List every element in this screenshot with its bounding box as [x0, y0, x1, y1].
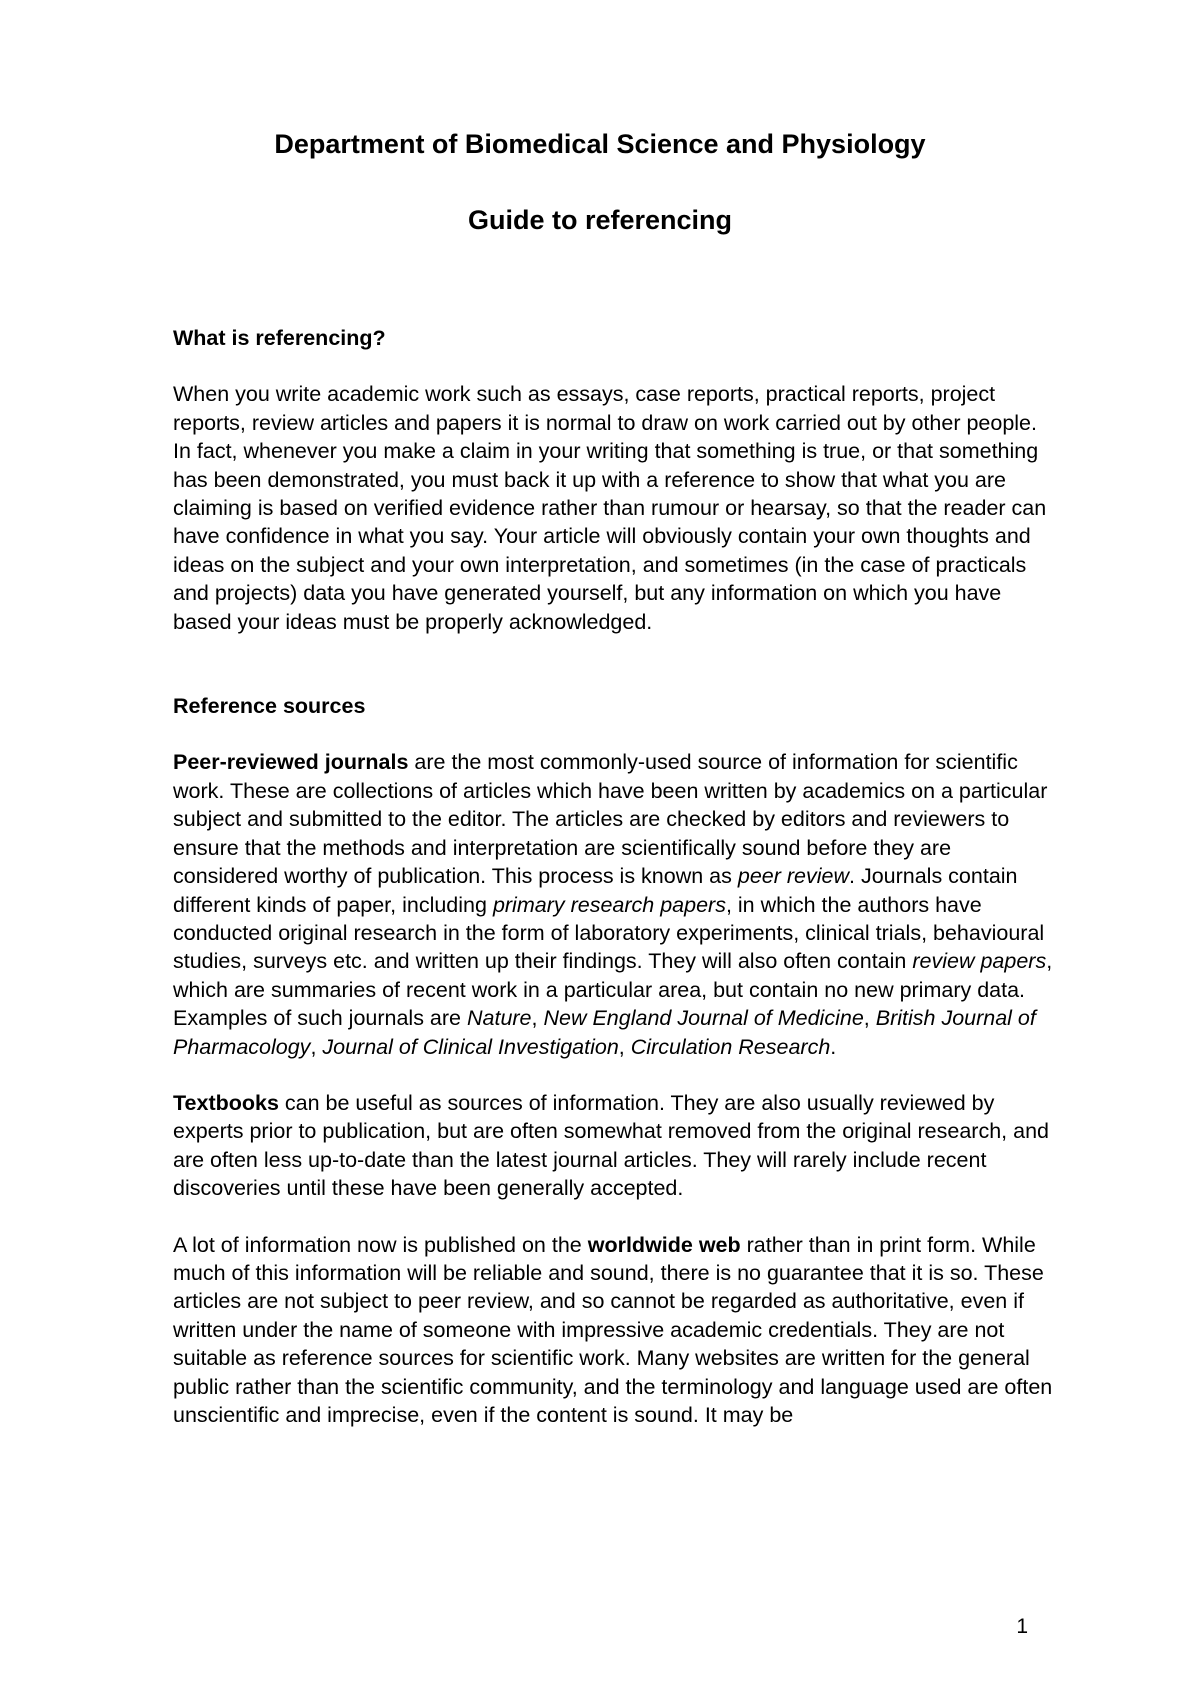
journal-bjp: British Journal of Pharmacology: [173, 1006, 1036, 1059]
section-heading-what-is-referencing: What is referencing?: [173, 326, 386, 350]
term-primary-research-papers: primary research papers: [492, 892, 726, 917]
paragraph-textbooks: Textbooks can be useful as sources of information. They are also usually reviewed by experts prior to publication, but are often somewhat removed from the original research, and are often less up-to-date than the latest journal articles. They will rarely include recent discoveries until these have been generally accepted.: [173, 1090, 1049, 1201]
document-body: [173, 324, 1053, 1429]
paragraph-what-is-referencing: When you write academic work such as essays, case reports, practical reports, project reports, review articles and papers it is normal to draw on work carried out by other people. In fact, whenever you make a claim in your writing that something is true, or that something has been demonstrated, you must back it up with a reference to show that what you are claiming is based on verified evidence rather than rumour or hearsay, so that the reader can have confidence in what you say. Your article will obviously contain your own thoughts and ideas on the subject and your own interpretation, and sometimes (in the case of practicals and projects) data you have generated yourself, but any information on which you have based your ideas must be properly acknowledged.: [173, 382, 1047, 634]
term-peer-reviewed-journals: Peer-reviewed journals: [173, 750, 409, 775]
section-heading-reference-sources: Reference sources: [173, 694, 366, 719]
journal-nature: Nature: [466, 1006, 532, 1031]
journal-circulation-research: Circulation Research: [630, 1034, 831, 1059]
term-textbooks: Textbooks: [173, 1090, 279, 1115]
journal-jci: Journal of Clinical Investigation: [322, 1034, 619, 1059]
term-review-papers: review papers: [912, 949, 1047, 974]
term-peer-review: peer review: [737, 864, 849, 889]
document-subtitle: Guide to referencing: [467, 205, 733, 235]
journal-nejm: New England Journal of Medicine: [543, 1006, 864, 1031]
paragraph-worldwide-web: A lot of information now is published on the worldwide web rather than in print form. While much of this information will be reliable and sound, there is no guarantee that it is so. These articles are not subject to peer review, and so cannot be regarded as authoritative, even if written under the name of someone with impressive academic credentials. They are not suitable as reference sources for scientific work. Many websites are written for the general public rather than the scientific community, and the terminology and language used are often unscientific and imprecise, even if the content is sound. It may be: [173, 1232, 1053, 1427]
term-worldwide-web: worldwide web: [587, 1232, 741, 1257]
page-number: 1: [1016, 1615, 1028, 1638]
document-title: Department of Biomedical Science and Physiology: [274, 129, 926, 159]
paragraph-peer-reviewed-journals: Peer-reviewed journals are the most commonly-used source of information for scientific work. These are collections of articles which have been written by academics on a particular subject and submitted to the editor. The articles are checked by editors and reviewers to ensure that the methods and interpretation are scientifically sound before they are considered worthy of publication. This process is known as peer review. Journals contain different kinds of paper, including primary research papers, in which the authors have conducted original research in the form of laboratory experiments, clinical trials, behavioural studies, surveys etc. and written up their findings. They will also often contain review papers, which are summaries of recent work in a particular area, but contain no new primary data. Examples of such journals are Nature, New England Journal of Medicine, British Journal of Pharmacology, Journal of Clinical Investigation, Circulation Research.: [173, 750, 1053, 1059]
